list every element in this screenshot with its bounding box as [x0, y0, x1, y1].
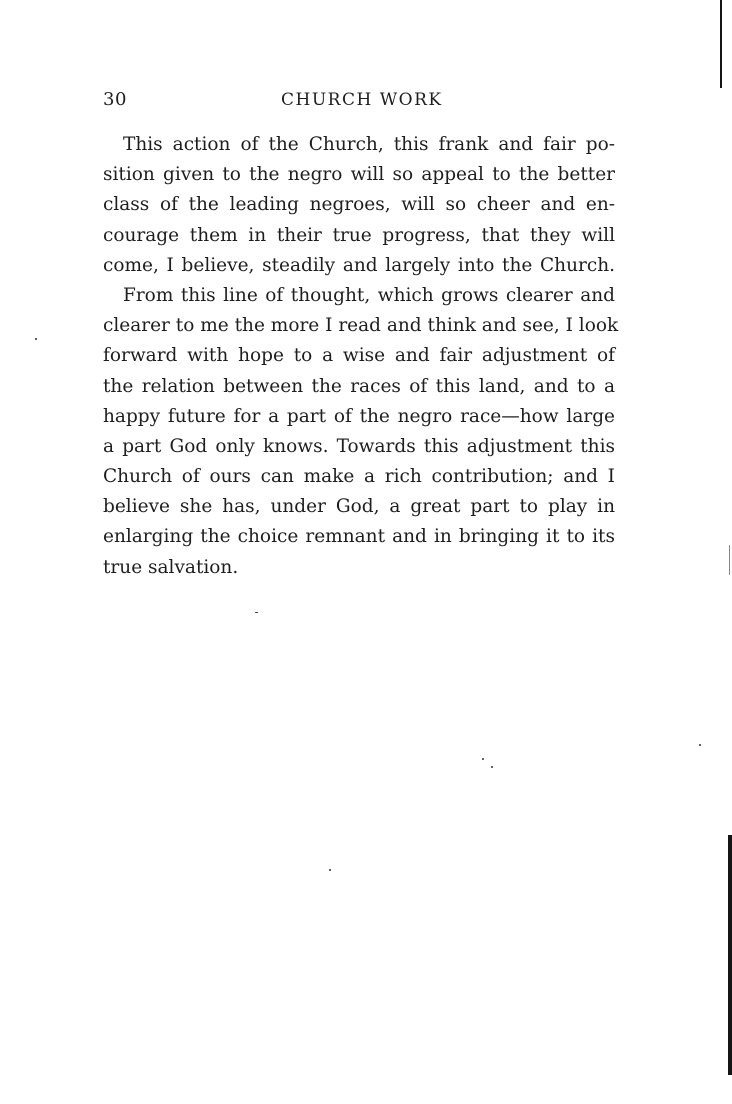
scan-speck: [255, 612, 258, 613]
paragraph-2: [103, 281, 619, 583]
text-line: a part God only knows. Towards this adjustment this: [103, 435, 615, 457]
text-line: courage them in their true progress, that they will: [103, 224, 615, 246]
text-line: sition given to the negro will so appeal to the better: [103, 164, 615, 186]
running-title: CHURCH WORK: [281, 90, 443, 110]
scan-speck: [35, 338, 37, 340]
text-line: enlarging the choice remnant and in bringing it to its: [103, 526, 615, 548]
running-head: [103, 88, 615, 112]
text-line: true salvation.: [103, 556, 239, 578]
body-text: [103, 130, 619, 583]
page-number: 30: [103, 89, 127, 110]
scan-speck: [329, 869, 331, 871]
scan-edge-mark: [728, 835, 732, 1075]
text-line: the relation between the races of this land, and to a: [103, 375, 615, 397]
text-line: believe she has, under God, a great part to play in: [103, 496, 615, 518]
paragraph-1: [103, 130, 615, 281]
scan-speck: [482, 758, 484, 760]
text-line: class of the leading negroes, will so cheer and en-: [103, 194, 615, 216]
text-line: clearer to me the more I read and think and see, I look: [103, 315, 619, 337]
text-line: Church of ours can make a rich contribution; and I: [103, 466, 615, 488]
scan-speck: [491, 766, 493, 768]
text-line: forward with hope to a wise and fair adjustment of: [103, 345, 615, 367]
scan-edge-mark: [729, 545, 730, 575]
scan-speck: [699, 744, 701, 746]
text-line: From this line of thought, which grows clearer and: [123, 284, 615, 306]
text-line: This action of the Church, this frank and fair po-: [123, 134, 615, 155]
text-line: come, I believe, steadily and largely into the Church.: [103, 254, 615, 276]
scan-edge-mark: [720, 0, 722, 88]
text-line: happy future for a part of the negro race—how large: [103, 405, 615, 427]
